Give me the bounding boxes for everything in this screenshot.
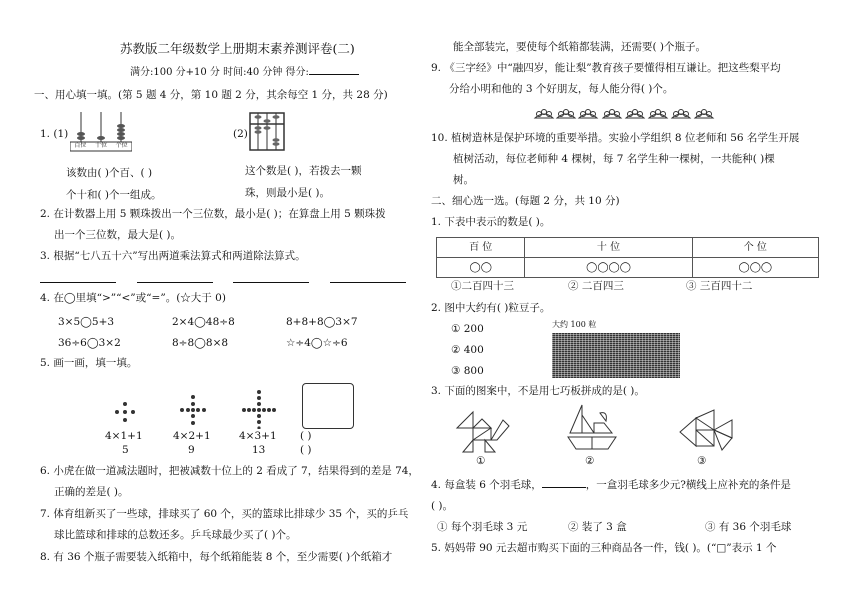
pears-group-icon	[533, 104, 715, 122]
q5-result-blank[interactable]: ( )	[300, 444, 312, 456]
page-title: 苏教版二年级数学上册期末素养测评卷(二)	[120, 41, 355, 56]
q1-1-line-b: 个十和( )个一组成。	[66, 189, 162, 201]
q10-line-a: 10. 植树造林是保护环境的重要举措。实验小学组织 8 位老师和 56 名学生开展	[431, 132, 800, 144]
score-blank[interactable]	[309, 74, 359, 75]
q1-2-line-a: 这个数是( )，若拨去一颗	[245, 165, 362, 177]
dot-pattern-3-icon	[241, 389, 277, 429]
q10-line-b: 植树活动，每位老师种 4 棵树，每 7 名学生种一棵树，一共能种( )棵	[453, 153, 775, 165]
section-1-heading: 一、用心填一填。(第 5 题 4 分，第 10 题 2 分，其余每空 1 分，共 28 分)	[34, 89, 388, 101]
q5-result-1: 5	[122, 444, 129, 456]
c2-text: 2. 图中大约有( )粒豆子。	[431, 302, 551, 314]
label-ones: 个位	[115, 142, 128, 149]
q7-line-b: 球比篮球和排球的总数还多。乒乓球最少买了( )个。	[54, 529, 297, 541]
tangram-fish-icon	[676, 408, 736, 452]
header-hundreds: 百 位	[437, 238, 525, 258]
q1-number: 1. (1)	[40, 128, 69, 140]
q4-row2-item1: 36÷6◯3×2	[58, 337, 121, 349]
c4-option-3[interactable]: ③ 有 36 个羽毛球	[705, 521, 792, 533]
c1-option-3[interactable]: ③ 三百四十二	[686, 280, 753, 292]
q5-text: 5. 画一画，填一填。	[40, 357, 138, 369]
q7-line-a: 7. 体育组新买了一些球，排球买了 60 个，买的篮球比排球少 35 个，买的乒乓	[40, 508, 409, 520]
label-tens: 十位	[94, 142, 107, 149]
exam-meta-text: 满分:100 分+10 分 时间:40 分钟 得分:	[130, 67, 309, 78]
q4-row2-item3: ☆÷4◯☆÷6	[286, 337, 348, 349]
c4-text-start: 4. 每盒装 6 个羽毛球，	[431, 479, 542, 491]
c3-text: 3. 下面的图案中，不是用七巧板拼成的是( )。	[431, 385, 645, 397]
c1-option-2[interactable]: ② 二百四三	[568, 280, 624, 292]
tangram-boat-icon	[566, 403, 618, 453]
dot-pattern-1-icon	[110, 400, 140, 424]
header-tens: 十 位	[525, 238, 692, 258]
place-value-table	[436, 237, 819, 278]
q4-row1-item3: 8+8+8◯3×7	[286, 316, 358, 328]
abacus-labels	[70, 142, 132, 150]
beads-hundreds: ◯◯	[437, 258, 525, 278]
q5-expr-2: 4×2+1	[173, 430, 211, 442]
c4-blank[interactable]	[542, 487, 586, 488]
q5-expr-3: 4×3+1	[239, 430, 277, 442]
c4-line-a	[431, 479, 791, 493]
q5-expr-blank[interactable]: ( )	[300, 430, 312, 442]
beans-caption: 大约 100 粒	[552, 320, 597, 329]
q6-line-a: 6. 小虎在做一道减法题时，把被减数十位上的 2 看成了 7，结果得到的差是 74，	[40, 465, 419, 477]
c2-option-1[interactable]: ① 200	[451, 323, 484, 335]
q4-row1-item1: 3×5◯5+3	[58, 316, 115, 328]
q6-line-b: 正确的差是( )。	[54, 486, 129, 498]
answer-line[interactable]	[40, 282, 116, 283]
q2-line-b: 出一个三位数，最大是( )。	[54, 229, 182, 241]
c1-option-1[interactable]: ①二百四十三	[451, 280, 514, 292]
q9-line-a: 9. 《三字经》中“融四岁，能让梨”教育孩子要懂得相互谦让。把这些梨平均	[431, 62, 781, 74]
header-ones: 个 位	[692, 238, 818, 258]
beans-image-texture	[552, 333, 680, 378]
section-2-heading: 二、细心选一选。(每题 2 分，共 10 分)	[431, 195, 620, 207]
q4-row2-item2: 8÷8◯8×8	[172, 337, 229, 349]
q5-result-3: 13	[252, 444, 266, 456]
c4-option-1[interactable]: ① 每个羽毛球 3 元	[437, 521, 528, 533]
q8-continued: 能全部装完，要使每个纸箱都装满，还需要( )个瓶子。	[453, 41, 707, 53]
beads-ones: ◯◯◯	[692, 258, 818, 278]
c2-option-3[interactable]: ③ 800	[451, 365, 484, 377]
q9-line-b: 分给小明和他的 3 个好朋友，每人能分得( )个。	[449, 83, 674, 95]
drawing-box[interactable]	[302, 383, 354, 429]
label-hundreds: 百位	[74, 142, 87, 149]
q8-text: 8. 有 36 个瓶子需要装入纸箱中，每个纸箱能装 8 个，至少需要( )个纸箱才	[40, 551, 393, 563]
q5-result-2: 9	[188, 444, 195, 456]
c3-label-2[interactable]: ②	[585, 455, 595, 467]
q3-text: 3. 根据“七八五十六”写出两道乘法算式和两道除法算式。	[40, 250, 306, 262]
q1-1-line-a: 该数由( )个百、( )	[66, 167, 153, 179]
exam-meta	[130, 66, 359, 79]
q1-2-number: (2)	[233, 128, 248, 140]
c3-label-3[interactable]: ③	[697, 455, 707, 467]
q4-text: 4. 在◯里填“>”“<”或“=”。(☆大于 0)	[40, 292, 226, 304]
q2-line-a: 2. 在计数器上用 5 颗珠拨出一个三位数，最小是( )；在算盘上用 5 颗珠拨	[40, 208, 386, 220]
suanpan-icon	[249, 112, 285, 152]
tangram-horse-icon	[451, 410, 511, 455]
c4-option-2[interactable]: ② 装了 3 盒	[568, 521, 627, 533]
q3-answer-lines	[40, 282, 406, 283]
answer-line[interactable]	[330, 282, 406, 283]
c4-text-end: ，一盒羽毛球多少元?横线上应补充的条件是	[585, 479, 791, 491]
c5-text: 5. 妈妈带 90 元去超市购买下面的三种商品各一件，钱( )。(“□”表示 1 个	[431, 542, 777, 554]
q4-row1-item2: 2×4◯48÷8	[172, 316, 235, 328]
answer-line[interactable]	[233, 282, 309, 283]
c3-label-1[interactable]: ①	[476, 455, 486, 467]
c2-option-2[interactable]: ② 400	[451, 344, 484, 356]
c4-line-c: ( )。	[431, 500, 454, 512]
q1-2-line-b: 珠，则最小是( )。	[245, 187, 331, 199]
answer-line[interactable]	[137, 282, 213, 283]
q10-line-c: 树。	[453, 174, 474, 186]
q5-expr-1: 4×1+1	[105, 430, 143, 442]
c1-text: 1. 下表中表示的数是( )。	[431, 216, 551, 228]
beads-tens: ◯◯◯◯	[525, 258, 692, 278]
dot-pattern-2-icon	[178, 394, 208, 426]
